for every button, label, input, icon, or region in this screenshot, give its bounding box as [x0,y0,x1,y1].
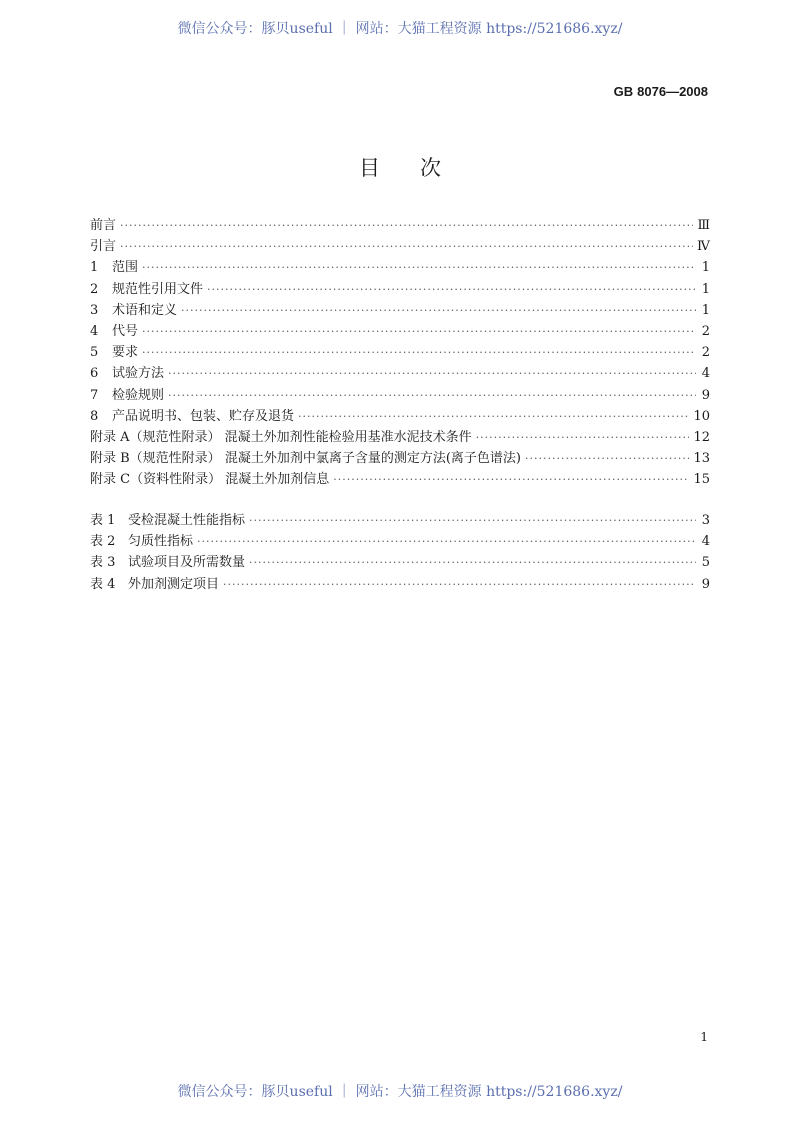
toc-entry-label: 试验项目及所需数量 [128,555,246,571]
toc-entry-page: 13 [693,451,710,467]
toc-entry[interactable] [90,448,710,469]
toc-entry-number: 8 [90,408,99,424]
toc-entry-page: 4 [701,366,710,382]
toc-entry-label: 前言 [90,218,117,233]
toc-leader-dots [142,321,696,342]
toc-tables-list [90,510,710,595]
toc-leader-dots [142,257,696,278]
standard-code [614,84,708,99]
toc-leader-dots [333,469,689,490]
toc-leader-dots [249,510,696,531]
standard-code-prefix: GB [613,84,634,99]
toc-entry[interactable] [90,342,710,363]
toc-entry-page: 1 [701,260,710,276]
toc-entry-page: 9 [701,387,710,403]
toc-entry-page: 2 [701,345,710,361]
toc-entry[interactable] [90,236,710,257]
toc-entry-number: 6 [90,366,99,382]
toc-entry-label: 要求 [112,345,139,361]
watermark-banner-top: 微信公众号：豚贝useful ｜ 网站：大猫工程资源 https://521686.xyz/ [177,21,623,37]
toc-entry-label: 外加剂测定项目 [128,576,220,592]
toc-leader-dots [476,427,690,448]
toc-entry-page: 1 [701,281,710,297]
toc-entry[interactable] [90,300,710,321]
toc-entry-number: 3 [90,302,99,318]
toc-entry-number: 表 3 [90,555,116,571]
page-number: 1 [700,1030,708,1044]
toc-entry[interactable] [90,363,710,384]
toc-entry-page: 1 [701,302,710,318]
toc-entry-number: 4 [90,323,99,339]
toc-leader-dots [168,385,696,406]
toc-leader-dots [181,300,696,321]
toc-leader-dots [298,406,689,427]
toc-entry-label: 规范性引用文件 [112,281,204,297]
toc-entry-number: 表 2 [90,534,116,550]
toc-entry-label: 术语和定义 [112,302,178,318]
toc-entry-label: 受检混凝土性能指标 [128,513,246,528]
toc-entry-page: Ⅲ [697,218,710,233]
standard-code-number: 8076—2008 [637,84,708,99]
toc-entry-label: 附录 A（规范性附录） 混凝土外加剂性能检验用基准水泥技术条件 [90,429,472,445]
toc-entry-number: 1 [90,260,99,276]
toc-leader-dots [197,531,696,552]
toc-leader-dots [168,363,696,384]
toc-entry-label: 试验方法 [112,366,165,382]
toc-entry-page: 12 [693,429,710,445]
toc-entry-number: 表 4 [90,576,116,592]
toc-entry[interactable] [90,279,710,300]
toc-entry-label: 附录 C（资料性附录） 混凝土外加剂信息 [90,472,330,488]
toc-entry-page: 9 [701,576,710,592]
toc-entry-page: 2 [701,323,710,339]
toc-entry-number: 5 [90,345,99,361]
toc-leader-dots [207,279,696,300]
toc-leader-dots [142,342,696,363]
toc-entry[interactable] [90,427,710,448]
toc-entry-page: 15 [693,472,710,488]
toc-entry[interactable] [90,469,710,490]
toc-entry[interactable] [90,406,710,427]
toc-entry-label: 产品说明书、包装、贮存及退货 [112,408,295,424]
toc-entry-number: 7 [90,387,99,403]
toc-entry-label: 范围 [112,260,139,276]
toc-entry-page: 10 [693,408,710,424]
toc-entry-label: 引言 [90,239,117,255]
toc-entry[interactable] [90,552,710,573]
toc-entry-label: 附录 B（规范性附录） 混凝土外加剂中氯离子含量的测定方法(离子色谱法) [90,451,521,467]
toc-leader-dots [120,236,693,257]
toc-entry[interactable] [90,215,710,236]
toc-entry-page: 3 [701,513,710,528]
toc-entry-page: 4 [701,534,710,550]
toc-entry-page: Ⅳ [697,239,710,255]
toc-leader-dots [525,448,689,469]
toc-entry-number: 2 [90,281,99,297]
toc-main-list [90,215,710,490]
toc-entry-label: 代号 [112,323,139,339]
toc-entry-label: 检验规则 [112,387,165,403]
page-title: 目次 [359,156,481,180]
watermark-banner-bottom: 微信公众号：豚贝useful ｜ 网站：大猫工程资源 https://521686.xyz/ [177,1084,623,1100]
toc-entry-number: 表 1 [90,513,116,528]
toc-leader-dots [120,215,693,236]
toc-entry[interactable] [90,531,710,552]
toc-leader-dots [223,574,696,595]
toc-entry-page: 5 [701,555,710,571]
toc-entry[interactable] [90,385,710,406]
toc-entry[interactable] [90,574,710,595]
toc-entry[interactable] [90,257,710,278]
toc-entry[interactable] [90,321,710,342]
toc-entry[interactable] [90,510,710,531]
toc-entry-label: 匀质性指标 [128,534,194,550]
toc-leader-dots [249,552,696,573]
